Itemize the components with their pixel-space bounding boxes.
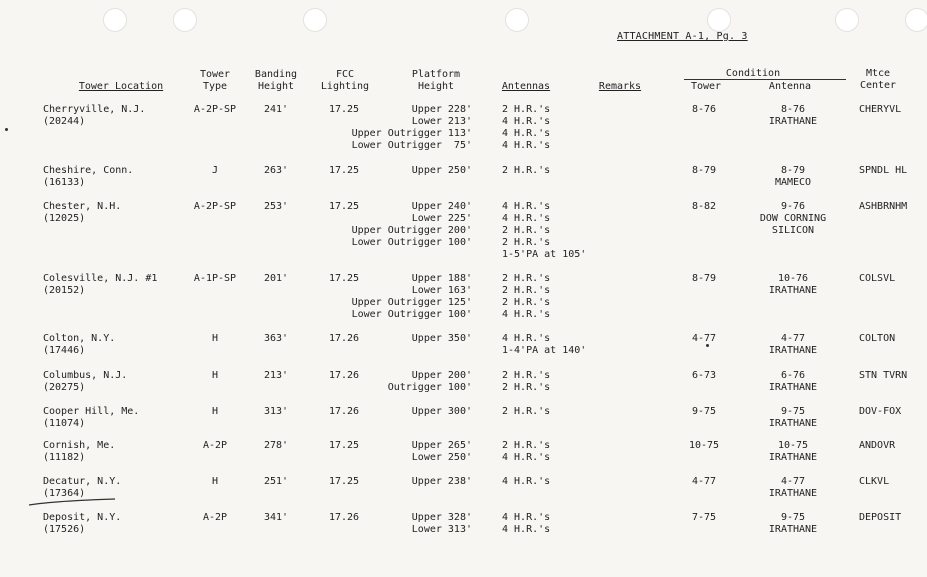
antennas-line: 4 H.R.'s bbox=[502, 140, 551, 151]
tower-location-line: Decatur, N.Y. bbox=[43, 476, 122, 487]
tower-location-line: Colton, N.Y. bbox=[43, 333, 116, 344]
banding-height: 251' bbox=[263, 476, 289, 487]
mtce-center: CLKVL bbox=[859, 476, 890, 487]
platform-height-line: Upper Outrigger 200' bbox=[351, 225, 472, 236]
antennas-line: 4 H.R.'s bbox=[502, 512, 551, 523]
condition-tower: 8-82 bbox=[691, 201, 717, 212]
banding-height: 213' bbox=[263, 370, 289, 381]
condition-tower: 4-77 bbox=[691, 476, 717, 487]
antennas bbox=[502, 333, 586, 357]
header-fcc-lighting: FCC Lighting bbox=[320, 69, 370, 92]
platform-height bbox=[320, 440, 472, 464]
tower-location-line: (20275) bbox=[43, 382, 86, 393]
fcc-lighting: 17.26 bbox=[328, 512, 360, 523]
binder-hole bbox=[173, 8, 197, 32]
tower-location bbox=[43, 440, 115, 464]
platform-height-line: Upper Outrigger 125' bbox=[351, 297, 472, 308]
tower-location-line: (17446) bbox=[43, 345, 86, 356]
banding-height: 241' bbox=[263, 104, 289, 115]
header-antennas: Antennas bbox=[501, 81, 551, 92]
condition-antenna-line: MAMECO bbox=[774, 177, 812, 188]
antennas-line: 4 H.R.'s bbox=[502, 116, 551, 127]
mtce-center: ANDOVR bbox=[859, 440, 896, 451]
tower-location-line: Cheshire, Conn. bbox=[43, 165, 134, 176]
antennas-line: 4 H.R.'s bbox=[502, 452, 551, 463]
platform-height-line: Outrigger 100' bbox=[387, 382, 472, 393]
binder-hole bbox=[303, 8, 327, 32]
platform-height-line: Lower 225' bbox=[411, 213, 472, 224]
header-remarks: Remarks bbox=[598, 81, 642, 92]
tower-location-line: (11182) bbox=[43, 452, 86, 463]
antennas bbox=[502, 201, 586, 261]
platform-height bbox=[320, 104, 472, 152]
antennas-line: 1-5'PA at 105' bbox=[502, 249, 587, 260]
antennas bbox=[502, 406, 550, 418]
condition-antenna bbox=[752, 440, 834, 464]
binder-hole bbox=[505, 8, 529, 32]
tower-location bbox=[43, 201, 121, 225]
condition-antenna-line: SILICON bbox=[771, 225, 815, 236]
antennas-line: 4 H.R.'s bbox=[502, 309, 551, 320]
mtce-center: COLTON bbox=[859, 333, 896, 344]
platform-height-line: Upper 240' bbox=[411, 201, 472, 212]
header-condition-tower: Tower bbox=[690, 81, 722, 92]
platform-height-line: Lower 213' bbox=[411, 116, 472, 127]
condition-antenna-line: IRATHANE bbox=[768, 452, 818, 463]
header-condition: Condition bbox=[725, 68, 781, 79]
antennas-line: 2 H.R.'s bbox=[502, 104, 551, 115]
antennas-line: 2 H.R.'s bbox=[502, 406, 551, 417]
antennas bbox=[502, 440, 550, 464]
condition-antenna-line: IRATHANE bbox=[768, 285, 818, 296]
tower-type: H bbox=[211, 370, 219, 381]
platform-height bbox=[320, 476, 472, 488]
condition-antenna bbox=[752, 273, 834, 297]
header-mtce-center: Mtce Center bbox=[859, 68, 897, 91]
tower-type: A-1P-SP bbox=[193, 273, 237, 284]
header-tower-type: Tower Type bbox=[199, 69, 231, 92]
tower-location-line: Colesville, N.J. #1 bbox=[43, 273, 158, 284]
tower-type: A-2P-SP bbox=[193, 104, 237, 115]
condition-tower: 8-79 bbox=[691, 273, 717, 284]
platform-height-line: Lower Outrigger 100' bbox=[351, 309, 472, 320]
condition-antenna bbox=[752, 104, 834, 128]
condition-antenna-line: IRATHANE bbox=[768, 524, 818, 535]
fcc-lighting: 17.25 bbox=[328, 165, 360, 176]
binder-hole bbox=[707, 8, 731, 32]
condition-antenna-line: 6-76 bbox=[780, 370, 806, 381]
fcc-lighting: 17.25 bbox=[328, 104, 360, 115]
tower-location bbox=[43, 333, 115, 357]
condition-tower: 8-76 bbox=[691, 104, 717, 115]
condition-antenna-line: 4-77 bbox=[780, 333, 806, 344]
fcc-lighting: 17.26 bbox=[328, 406, 360, 417]
platform-height bbox=[320, 406, 472, 418]
platform-height-line: Upper 238' bbox=[411, 476, 472, 487]
platform-height-line: Lower 250' bbox=[411, 452, 472, 463]
tower-type: H bbox=[211, 406, 219, 417]
condition-antenna bbox=[752, 476, 834, 500]
tower-location-line: (16133) bbox=[43, 177, 86, 188]
platform-height bbox=[320, 333, 472, 345]
platform-height-line: Lower 313' bbox=[411, 524, 472, 535]
platform-height bbox=[320, 370, 472, 394]
condition-tower: 8-79 bbox=[691, 165, 717, 176]
condition-rule bbox=[684, 79, 846, 80]
antennas-line: 2 H.R.'s bbox=[502, 370, 551, 381]
condition-antenna bbox=[752, 201, 834, 237]
condition-antenna-line: IRATHANE bbox=[768, 345, 818, 356]
condition-antenna-line: DOW CORNING bbox=[759, 213, 827, 224]
condition-antenna-line: 10-75 bbox=[777, 440, 809, 451]
tower-location-line: (11074) bbox=[43, 418, 86, 429]
platform-height bbox=[320, 273, 472, 321]
fcc-lighting: 17.25 bbox=[328, 440, 360, 451]
condition-antenna bbox=[752, 512, 834, 536]
fcc-lighting: 17.25 bbox=[328, 273, 360, 284]
fcc-lighting: 17.26 bbox=[328, 370, 360, 381]
tower-location-line: Cornish, Me. bbox=[43, 440, 116, 451]
banding-height: 363' bbox=[263, 333, 289, 344]
condition-tower: 6-73 bbox=[691, 370, 717, 381]
antennas-line: 4 H.R.'s bbox=[502, 476, 551, 487]
antennas-line: 1-4'PA at 140' bbox=[502, 345, 587, 356]
antennas-line: 2 H.R.'s bbox=[502, 273, 551, 284]
binder-hole bbox=[905, 8, 927, 32]
binder-hole bbox=[103, 8, 127, 32]
platform-height-line: Lower Outrigger 100' bbox=[351, 237, 472, 248]
pen-underline-mark bbox=[28, 497, 116, 507]
header-banding-height: Banding Height bbox=[254, 69, 298, 92]
condition-antenna-line: 8-79 bbox=[780, 165, 806, 176]
tower-type: A-2P bbox=[202, 512, 228, 523]
platform-height-line: Upper Outrigger 113' bbox=[351, 128, 472, 139]
condition-antenna bbox=[752, 333, 834, 357]
binder-hole bbox=[835, 8, 859, 32]
tower-location-line: (20244) bbox=[43, 116, 86, 127]
condition-antenna-line: 9-75 bbox=[780, 512, 806, 523]
header-condition-antenna: Antenna bbox=[768, 81, 812, 92]
tower-type: H bbox=[211, 333, 219, 344]
mtce-center: COLSVL bbox=[859, 273, 896, 284]
platform-height bbox=[320, 201, 472, 249]
antennas-line: 4 H.R.'s bbox=[502, 213, 551, 224]
condition-antenna bbox=[752, 406, 834, 430]
antennas bbox=[502, 370, 550, 394]
antennas-line: 2 H.R.'s bbox=[502, 382, 551, 393]
platform-height-line: Upper 250' bbox=[411, 165, 472, 176]
antennas-line: 4 H.R.'s bbox=[502, 333, 551, 344]
platform-height-line: Upper 328' bbox=[411, 512, 472, 523]
tower-location bbox=[43, 370, 127, 394]
platform-height-line: Upper 350' bbox=[411, 333, 472, 344]
antennas-line: 4 H.R.'s bbox=[502, 128, 551, 139]
platform-height-line: Lower 163' bbox=[411, 285, 472, 296]
platform-height-line: Upper 265' bbox=[411, 440, 472, 451]
platform-height bbox=[320, 165, 472, 177]
banding-height: 313' bbox=[263, 406, 289, 417]
condition-tower: 7-75 bbox=[691, 512, 717, 523]
header-platform-height: Platform Height bbox=[411, 69, 461, 92]
antennas bbox=[502, 273, 550, 321]
tower-location-line: Cherryville, N.J. bbox=[43, 104, 146, 115]
antennas-line: 2 H.R.'s bbox=[502, 285, 551, 296]
antennas-line: 2 H.R.'s bbox=[502, 297, 551, 308]
mtce-center: STN TVRN bbox=[859, 370, 908, 381]
antennas bbox=[502, 512, 550, 536]
mtce-center: SPNDL HL bbox=[859, 165, 908, 176]
antennas-line: 4 H.R.'s bbox=[502, 201, 551, 212]
tower-location bbox=[43, 104, 145, 128]
antennas-line: 2 H.R.'s bbox=[502, 225, 551, 236]
condition-tower: 9-75 bbox=[691, 406, 717, 417]
ink-speck bbox=[5, 128, 8, 131]
banding-height: 278' bbox=[263, 440, 289, 451]
header-tower-location: Tower Location bbox=[78, 81, 164, 92]
condition-antenna-line: IRATHANE bbox=[768, 116, 818, 127]
condition-antenna-line: IRATHANE bbox=[768, 488, 818, 499]
tower-type: A-2P-SP bbox=[193, 201, 237, 212]
mtce-center: ASHBRNHM bbox=[859, 201, 908, 212]
fcc-lighting: 17.26 bbox=[328, 333, 360, 344]
antennas-line: 2 H.R.'s bbox=[502, 440, 551, 451]
condition-antenna-line: 4-77 bbox=[780, 476, 806, 487]
tower-type: A-2P bbox=[202, 440, 228, 451]
tower-location bbox=[43, 406, 139, 430]
tower-location bbox=[43, 165, 133, 189]
platform-height-line: Upper 300' bbox=[411, 406, 472, 417]
condition-antenna-line: 10-76 bbox=[777, 273, 809, 284]
condition-antenna bbox=[752, 165, 834, 189]
tower-location-line: Cooper Hill, Me. bbox=[43, 406, 140, 417]
antennas bbox=[502, 104, 550, 152]
condition-antenna-line: IRATHANE bbox=[768, 418, 818, 429]
antennas bbox=[502, 165, 550, 177]
platform-height-line: Upper 188' bbox=[411, 273, 472, 284]
tower-type: J bbox=[211, 165, 219, 176]
tower-location-line: Deposit, N.Y. bbox=[43, 512, 122, 523]
tower-location-line: Columbus, N.J. bbox=[43, 370, 128, 381]
platform-height bbox=[320, 512, 472, 536]
tower-location-line: (12025) bbox=[43, 213, 86, 224]
tower-location bbox=[43, 512, 121, 536]
platform-height-line: Upper 200' bbox=[411, 370, 472, 381]
antennas bbox=[502, 476, 550, 488]
condition-antenna-line: IRATHANE bbox=[768, 382, 818, 393]
condition-antenna bbox=[752, 370, 834, 394]
tower-location-line: (17364) bbox=[43, 488, 86, 499]
antennas-line: 2 H.R.'s bbox=[502, 165, 551, 176]
condition-antenna-line: 9-75 bbox=[780, 406, 806, 417]
tower-type: H bbox=[211, 476, 219, 487]
tower-location-line: (20152) bbox=[43, 285, 86, 296]
condition-antenna-line: 8-76 bbox=[780, 104, 806, 115]
platform-height-line: Lower Outrigger 75' bbox=[351, 140, 472, 151]
ink-speck bbox=[706, 344, 709, 347]
condition-tower: 10-75 bbox=[688, 440, 720, 451]
attachment-label: ATTACHMENT A-1, Pg. 3 bbox=[617, 31, 748, 42]
fcc-lighting: 17.25 bbox=[328, 201, 360, 212]
mtce-center: CHERYVL bbox=[859, 104, 902, 115]
banding-height: 263' bbox=[263, 165, 289, 176]
banding-height: 201' bbox=[263, 273, 289, 284]
platform-height-line: Upper 228' bbox=[411, 104, 472, 115]
tower-location-line: (17526) bbox=[43, 524, 86, 535]
antennas-line: 2 H.R.'s bbox=[502, 237, 551, 248]
condition-antenna-line: 9-76 bbox=[780, 201, 806, 212]
tower-location bbox=[43, 273, 157, 297]
banding-height: 341' bbox=[263, 512, 289, 523]
mtce-center: DOV-FOX bbox=[859, 406, 902, 417]
fcc-lighting: 17.25 bbox=[328, 476, 360, 487]
condition-tower: 4-77 bbox=[691, 333, 717, 344]
banding-height: 253' bbox=[263, 201, 289, 212]
antennas-line: 4 H.R.'s bbox=[502, 524, 551, 535]
mtce-center: DEPOSIT bbox=[859, 512, 902, 523]
tower-location-line: Chester, N.H. bbox=[43, 201, 122, 212]
